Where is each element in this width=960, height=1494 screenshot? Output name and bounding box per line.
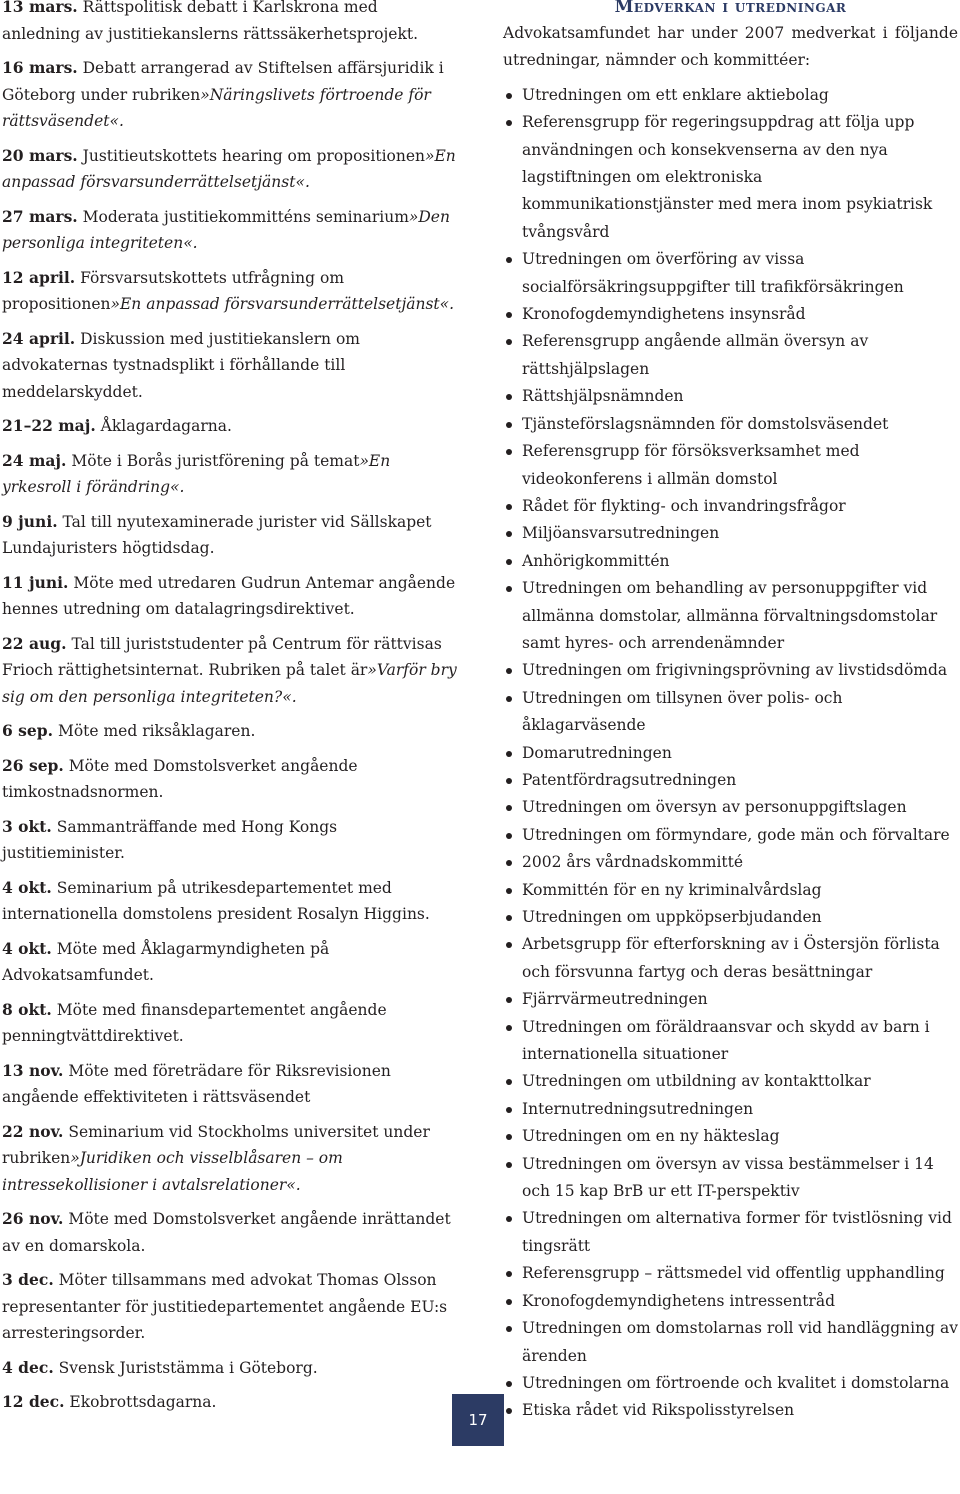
list-item-text: Rättshjälpsnämnden (522, 387, 684, 406)
list-item (503, 520, 958, 547)
event-entry (2, 509, 460, 562)
bullet-icon (506, 833, 512, 839)
bullet-icon (506, 559, 512, 565)
list-item-text: Utredningen om förmyndare, gode män och förvaltare (522, 825, 950, 844)
event-date: 26 nov. (2, 1209, 64, 1228)
event-date: 4 okt. (2, 938, 52, 958)
list-item-text: 2002 års vårdnadskommitté (522, 853, 744, 872)
list-item (503, 767, 958, 794)
list-item (503, 657, 958, 684)
event-date: 12 april. (2, 267, 76, 287)
list-item-text: Utredningen om domstolarnas roll vid handläggning av ärenden (522, 1319, 958, 1365)
list-item (503, 493, 958, 520)
bullet-icon (506, 1271, 512, 1277)
list-item-text: Referensgrupp – rättsmedel vid offentlig upphandling (522, 1264, 945, 1283)
list-item (503, 822, 958, 849)
bullet-icon (506, 805, 512, 811)
event-date: 9 juni. (2, 511, 58, 531)
section-intro: Advokatsamfundet har under 2007 medverkat i följande utredningar, nämnder och kommittéer: (503, 24, 958, 70)
list-item-text: Utredningen om föräldraansvar och skydd av barn i internationella situationer (522, 1017, 930, 1064)
event-date: 21–22 maj. (2, 416, 96, 435)
event-date: 8 okt. (2, 999, 52, 1019)
list-item (503, 1205, 958, 1260)
event-date: 24 maj. (2, 450, 67, 470)
bullet-icon (506, 942, 512, 948)
list-item-text: Utredningen om förtroende och kvalitet i domstolarna (522, 1373, 950, 1392)
list-item-text: Fjärrvärmeutredningen (522, 990, 708, 1009)
list-item (503, 246, 958, 301)
event-italic-title: »En anpassad försvarsunderrättelsetjänst«. (2, 146, 456, 191)
list-item (503, 1397, 958, 1424)
bullet-icon (506, 449, 512, 455)
list-item-text: Domarutredningen (522, 743, 672, 762)
event-date: 3 okt. (2, 816, 52, 836)
list-item (503, 904, 958, 931)
bullet-icon (506, 1079, 512, 1085)
event-text: Möte med företrädare för Riksrevisionen angående effektiviteten i rättsväsendet (2, 1061, 391, 1106)
list-item-text: Utredningen om ett enklare aktiebolag (522, 85, 829, 104)
bullet-icon (506, 1408, 512, 1414)
event-entry (2, 814, 460, 867)
event-entry (2, 0, 460, 47)
event-date: 22 aug. (2, 633, 67, 653)
list-item-text: Utredningen om alternativa former för tvistlösning vid tingsrätt (522, 1209, 952, 1255)
bullet-icon (506, 1025, 512, 1031)
list-item-text: Arbetsgrupp för efterforskning av i Östersjön förlista och försvunna fartyg och deras besättningar (522, 935, 940, 981)
list-item-text: Referensgrupp för regeringsuppdrag att följa upp användningen och konsekvenserna av den nya lagstiftningen om elektroniska kommunikationstjänster med mera inom psykiatrisk tvångsvård (522, 113, 933, 241)
event-date: 27 mars. (2, 206, 78, 226)
list-item-text: Patentfördragsutredningen (522, 770, 737, 789)
list-item-text: Etiska rådet vid Rikspolisstyrelsen (522, 1401, 795, 1420)
list-item (503, 383, 958, 410)
event-entry (2, 1355, 460, 1382)
event-text: Moderata justitiekommitténs seminarium (77, 207, 409, 226)
event-text: Möte med finansdepartementet angående penningtvättdirektivet. (2, 1000, 387, 1045)
event-entry (2, 997, 460, 1050)
bullet-icon (506, 778, 512, 784)
event-text: Möte i Borås juristförening på temat (66, 451, 360, 470)
event-text: Möte med riksåklagaren. (53, 722, 256, 740)
list-item-text: Utredningen om behandling av personuppgifter vid allmänna domstolar, allmänna förvaltningsdomstolar samt hyres- och arrendenämnder (522, 579, 938, 652)
list-item (503, 931, 958, 986)
list-item (503, 1260, 958, 1287)
bullet-icon (506, 696, 512, 702)
list-item (503, 849, 958, 876)
event-entry (2, 265, 460, 318)
events-column (2, 0, 460, 1424)
section-title: Medverkan i utredningar (614, 0, 847, 17)
event-date: 20 mars. (2, 145, 78, 165)
event-italic-title: »Den personliga integriteten«. (2, 207, 450, 252)
list-item (503, 1370, 958, 1397)
list-item-text: Referensgrupp för försöksverksamhet med videokonferens i allmän domstol (522, 442, 860, 488)
event-entry (2, 1206, 460, 1259)
list-item (503, 109, 958, 246)
list-item (503, 438, 958, 493)
event-date: 3 dec. (2, 1270, 54, 1289)
event-entry (2, 1058, 460, 1111)
list-item (503, 1014, 958, 1069)
event-text: Diskussion med justitiekanslern om advokaternas tystnadsplikt i förhållande till meddelarskyddet. (2, 329, 360, 401)
list-item (503, 1151, 958, 1206)
event-text: Åklagardagarna. (95, 417, 232, 435)
list-item-text: Utredningen om översyn av personuppgiftslagen (522, 798, 907, 817)
bullet-icon (506, 1107, 512, 1113)
bullet-icon (506, 504, 512, 510)
event-text: Justitieutskottets hearing om propositionen (77, 146, 425, 165)
list-item (503, 794, 958, 821)
event-entry (2, 204, 460, 257)
list-item-text: Utredningen om utbildning av kontakttolkar (522, 1072, 871, 1091)
event-italic-title: »Näringslivets förtroende för rättsväsendet«. (2, 85, 431, 130)
event-text: Möter tillsammans med advokat Thomas Olsson representanter för justitiedepartementet angående EU:s arresteringsorder. (2, 1271, 448, 1342)
event-entry (2, 1267, 460, 1347)
list-item-text: Utredningen om överföring av vissa socialförsäkringsuppgifter till trafikförsäkringen (522, 250, 904, 296)
list-item-text: Utredningen om översyn av vissa bestämmelser i 14 och 15 kap BrB ur ett IT-perspektiv (522, 1154, 934, 1201)
bullet-icon (506, 93, 512, 99)
event-entry (2, 570, 460, 623)
list-item-text: Miljöansvarsutredningen (522, 524, 720, 543)
list-item-text: Kronofogdemyndighetens insynsråd (522, 305, 806, 324)
bullet-icon (506, 339, 512, 345)
event-entry (2, 1389, 460, 1416)
event-entry (2, 936, 460, 989)
event-text: Möte med Åklagarmyndigheten på Advokatsamfundet. (2, 939, 330, 984)
list-item (503, 685, 958, 740)
event-text: Tal till juriststudenter på Centrum för rättvisas Frioch rättighetsinternat. Rubriken på talet är (2, 634, 442, 679)
event-text: Tal till nyutexaminerade jurister vid Sällskapet Lundajuristers högtidsdag. (2, 512, 432, 557)
list-item (503, 575, 958, 657)
bullet-icon (506, 860, 512, 866)
list-item (503, 548, 958, 575)
bullet-icon (506, 394, 512, 400)
event-entry (2, 143, 460, 196)
event-text: Sammanträffande med Hong Kongs justitieminister. (2, 817, 338, 862)
list-item-text: Referensgrupp angående allmän översyn av rättshjälpslagen (522, 332, 869, 378)
event-date: 6 sep. (2, 721, 54, 740)
event-date: 13 nov. (2, 1060, 64, 1080)
list-item (503, 82, 958, 109)
event-date: 12 dec. (2, 1392, 65, 1411)
bullet-icon (506, 586, 512, 592)
bullet-icon (506, 312, 512, 318)
event-text: Svensk Juriststämma i Göteborg. (53, 1358, 318, 1377)
event-italic-title: »Juridiken och visselblåsaren – om intressekollisioner i avtalsrelationer«. (2, 1149, 343, 1194)
list-item (503, 986, 958, 1013)
bullet-icon (506, 1216, 512, 1222)
list-item (503, 328, 958, 383)
list-item (503, 1068, 958, 1095)
committee-list (503, 82, 958, 1425)
list-item (503, 301, 958, 328)
event-italic-title: »Varför bry sig om den personliga integriteten?«. (2, 661, 457, 706)
bullet-icon (506, 888, 512, 894)
event-date: 13 mars. (2, 0, 78, 16)
bullet-icon (506, 531, 512, 537)
event-entry (2, 631, 460, 711)
list-item-text: Utredningen om en ny häkteslag (522, 1127, 780, 1146)
event-date: 16 mars. (2, 58, 78, 77)
event-date: 4 dec. (2, 1357, 54, 1377)
event-text: Debatt arrangerad av Stiftelsen affärsjuridik i Göteborg under rubriken (2, 59, 444, 104)
bullet-icon (506, 1134, 512, 1140)
event-entry (2, 753, 460, 806)
event-date: 26 sep. (2, 755, 64, 775)
list-item-text: Internutredningsutredningen (522, 1099, 754, 1118)
event-entry (2, 55, 460, 135)
event-entry (2, 1119, 460, 1199)
list-item (503, 411, 958, 438)
list-item (503, 740, 958, 767)
event-date: 4 okt. (2, 877, 52, 897)
list-item-text: Kommittén för en ny kriminalvårdslag (522, 880, 822, 899)
list-item-text: Anhörigkommittén (522, 551, 670, 570)
list-item (503, 1096, 958, 1123)
bullet-icon (506, 915, 512, 921)
list-item-text: Utredningen om uppköpserbjudanden (522, 908, 822, 926)
bullet-icon (506, 1326, 512, 1332)
list-item-text: Rådet för flykting- och invandringsfrågor (522, 496, 846, 515)
list-item-text: Kronofogdemyndighetens intressentråd (522, 1291, 835, 1310)
list-item (503, 1288, 958, 1315)
event-text: Möte med utredaren Gudrun Antemar angående hennes utredning om datalagringsdirektivet. (2, 573, 456, 618)
bullet-icon (506, 1381, 512, 1387)
event-text: Seminarium vid Stockholms universitet under rubriken (2, 1122, 430, 1167)
event-date: 24 april. (2, 328, 76, 348)
event-entry (2, 875, 460, 928)
page-number: 17 (452, 1394, 504, 1446)
list-item-text: Utredningen om frigivningsprövning av livstidsdömda (522, 661, 948, 680)
bullet-icon (506, 422, 512, 428)
list-item-text: Utredningen om tillsynen över polis- och åklagarväsende (522, 688, 843, 735)
bullet-icon (506, 997, 512, 1003)
bullet-icon (506, 668, 512, 674)
event-text: Möte med Domstolsverket angående timkostnadsnormen. (2, 756, 358, 801)
event-text: Möte med Domstolsverket angående inrättandet av en domarskola. (2, 1210, 451, 1255)
event-entry (2, 413, 460, 440)
bullet-icon (506, 1299, 512, 1305)
event-entry (2, 448, 460, 501)
event-text: Ekobrottsdagarna. (64, 1393, 217, 1411)
event-date: 11 juni. (2, 572, 69, 592)
bullet-icon (506, 257, 512, 263)
bullet-icon (506, 751, 512, 757)
event-italic-title: »En yrkesroll i förändring«. (2, 451, 391, 496)
bullet-icon (506, 1162, 512, 1168)
event-italic-title: »En anpassad försvarsunderrättelsetjänst«. (110, 295, 455, 313)
committees-column (503, 0, 958, 1425)
event-text: Rättspolitisk debatt i Karlskrona med anledning av justitiekanslerns rättssäkerhetsprojekt. (2, 0, 418, 43)
list-item (503, 1123, 958, 1150)
event-text: Försvarsutskottets utfrågning om propositionen (2, 268, 345, 313)
bullet-icon (506, 120, 512, 126)
event-entry (2, 326, 460, 406)
list-item-text: Tjänsteförslagsnämnden för domstolsväsendet (522, 414, 889, 433)
list-item (503, 1315, 958, 1370)
event-entry (2, 718, 460, 745)
event-text: Seminarium på utrikesdepartementet med internationella domstolens president Rosalyn Higgins. (2, 878, 430, 923)
event-date: 22 nov. (2, 1121, 64, 1141)
list-item (503, 877, 958, 904)
